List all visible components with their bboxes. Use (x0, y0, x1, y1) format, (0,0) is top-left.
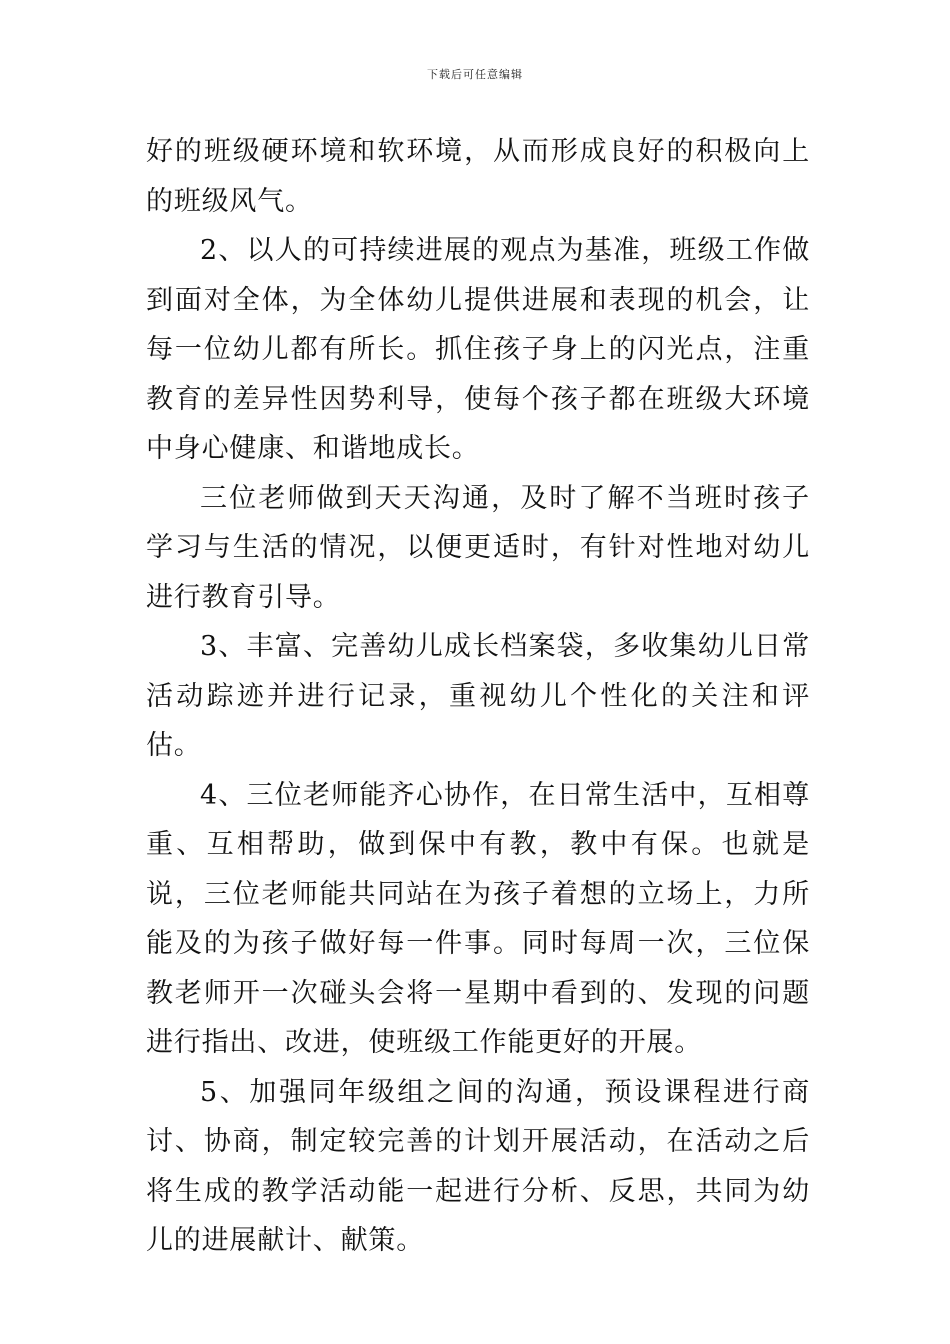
paragraph-item-2: 2、以人的可持续进展的观点为基准，班级工作做到面对全体，为全体幼儿提供进展和表现的机会，让每一位幼儿都有所长。抓住孩子身上的闪光点，注重教育的差异性因势利导，使每个孩子都在班级大环境中身心健康、和谐地成长。 (146, 235, 810, 464)
header-note: 下载后可任意编辑 (427, 68, 523, 81)
body-text (146, 127, 810, 1266)
paragraph-communication: 三位老师做到天天沟通，及时了解不当班时孩子学习与生活的情况，以便更适时，有针对性地对幼儿进行教育引导。 (146, 482, 810, 613)
paragraph-item-5: 5、加强同年级组之间的沟通，预设课程进行商讨、协商，制定较完善的计划开展活动，在活动之后将生成的教学活动能一起进行分析、反思，共同为幼儿的进展献计、献策。 (146, 1076, 810, 1256)
paragraph-item-3: 3、丰富、完善幼儿成长档案袋，多收集幼儿日常活动踪迹并进行记录，重视幼儿个性化的关注和评估。 (146, 631, 810, 761)
paragraph-item-4: 4、三位老师能齐心协作，在日常生活中，互相尊重、互相帮助，做到保中有教，教中有保。也就是说，三位老师能共同站在为孩子着想的立场上，力所能及的为孩子做好每一件事。同时每周一次，三位保教老师开一次碰头会将一星期中看到的、发现的问题进行指出、改进，使班级工作能更好的开展。 (146, 779, 810, 1058)
paragraph-continuation: 好的班级硬环境和软环境，从而形成良好的积极向上的班级风气。 (146, 136, 810, 217)
